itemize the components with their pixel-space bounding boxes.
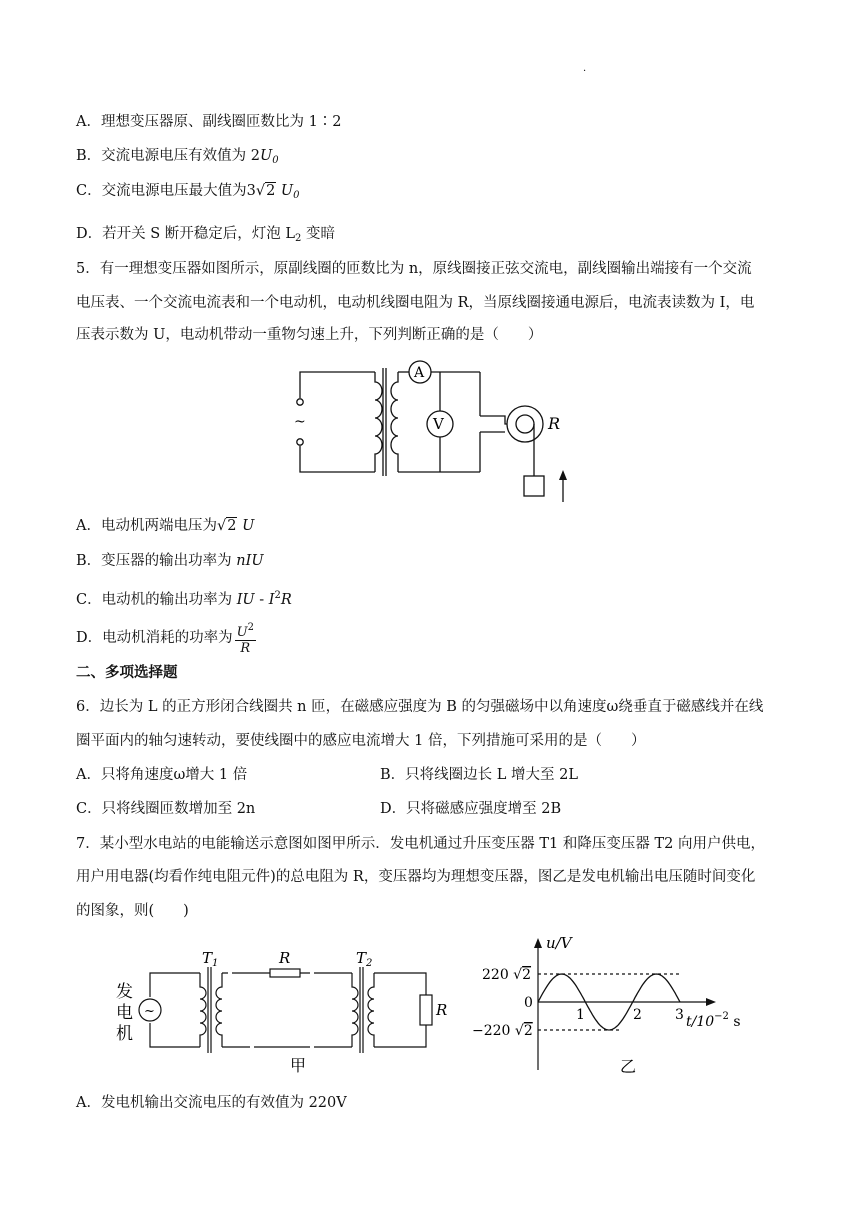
q7-x-tick-1: 1	[576, 1007, 585, 1023]
q5-option-a-var: U	[242, 518, 255, 534]
q7-figure-yi	[470, 930, 760, 1080]
q4-option-c-sqrt: √2	[255, 183, 276, 199]
q6-option-c[interactable]: C．只将线圈匝数增加至 2n	[76, 801, 256, 817]
q4-option-a[interactable]	[76, 112, 342, 132]
q5-option-a[interactable]	[76, 516, 254, 536]
q7-figure-jia	[110, 945, 450, 1075]
q7-caption-yi: 乙	[620, 1057, 637, 1076]
q7-y-top-label: 220 √2	[482, 967, 532, 983]
q5-option-b[interactable]	[76, 551, 264, 571]
q6-stem-line2: 圈平面内的轴匀速转动，要使线圈中的感应电流增大 1 倍，下列措施可采用的是（ ）	[76, 733, 646, 749]
q4-option-d-text: D．若开关 S 断开稳定后，灯泡 L	[76, 226, 296, 242]
q4-option-d[interactable]	[76, 224, 335, 249]
q4-option-c-sub: 0	[293, 190, 300, 201]
q7-stem-line2: 用户用电器(均看作纯电阻元件)的总电阻为 R，变压器均为理想变压器，图乙是发电机输出电压随时间变化	[76, 869, 756, 885]
q5-stem-line3: 压表示数为 U，电动机带动一重物匀速上升，下列判断正确的是（ ）	[76, 327, 543, 343]
q5-stem-line2: 电压表、一个交流电流表和一个电动机，电动机线圈电阻为 R，当原线圈接通电源后，电流表读数为 I，电	[76, 295, 755, 311]
q7-caption-jia: 甲	[290, 1056, 307, 1075]
q7-x-axis-label: $t/10^{-2}$ s	[686, 1011, 741, 1030]
q5-option-c-expr3: R	[280, 592, 292, 608]
q5-option-c-minus: -	[254, 592, 269, 608]
q5-option-a-text: A．电动机两端电压为	[76, 518, 217, 534]
q4-option-b-text: B．交流电源电压有效值为 2	[76, 148, 260, 164]
q7-y-bottom-label: −220 √2	[472, 1023, 533, 1039]
q5-option-d-fraction: $\frac{U^2}{R}$	[236, 622, 254, 656]
q7-t2-label: $T_2$	[356, 949, 373, 969]
q7-x-tick-3: 3	[675, 1007, 684, 1023]
q4-option-c-text: C．交流电源电压最大值为	[76, 183, 247, 199]
q4-option-b-sub: 0	[272, 155, 279, 166]
q5-option-c-expr1: IU	[236, 592, 255, 608]
q7-x-tick-2: 2	[633, 1007, 642, 1023]
q5-option-c-expr2: I	[268, 592, 275, 608]
q7-stem-line3: 的图象，则( )	[76, 903, 189, 919]
q4-option-b[interactable]	[76, 146, 279, 171]
q5-option-d[interactable]	[76, 620, 256, 656]
q7-source-symbol: ~	[144, 1004, 155, 1019]
q5-source-symbol: ~	[294, 414, 306, 430]
section-2-heading: 二、多项选择题	[76, 665, 178, 681]
q4-option-c[interactable]	[76, 181, 300, 206]
q5-resistor-label: R	[548, 414, 561, 433]
q7-y-axis-label: u/V	[546, 934, 572, 952]
q5-option-c-text: C．电动机的输出功率为	[76, 592, 237, 608]
q4-option-a-text: A．理想变压器原、副线圈匝数比为 1∶2	[76, 114, 342, 130]
q7-generator-char-3: 机	[116, 1024, 133, 1044]
q5-option-c[interactable]	[76, 586, 292, 610]
q5-transformer-circuit-figure	[290, 356, 580, 506]
q6-option-a[interactable]: A．只将角速度ω增大 1 倍	[76, 767, 248, 783]
q5-option-d-text: D．电动机消耗的功率为	[76, 630, 233, 646]
q7-stem-line1: 7．某小型水电站的电能输送示意图如图甲所示．发电机通过升压变压器 T1 和降压变压器 T2 向用户供电，	[76, 836, 765, 852]
q7-load-resistor-label: R	[436, 1001, 448, 1019]
q7-line-resistor-label: R	[279, 949, 291, 967]
q5-stem-line1: 5．有一理想变压器如图所示，原副线圈的匝数比为 n，原线圈接正弦交流电，副线圈输出端接有一个交流	[76, 261, 752, 277]
q5-option-b-expr: nIU	[236, 553, 264, 569]
q6-stem-line1: 6．边长为 L 的正方形闭合线圈共 n 匝，在磁感应强度为 B 的匀强磁场中以角速度ω绕垂直于磁感线并在线	[76, 699, 764, 715]
q5-voltmeter-label: V	[433, 415, 444, 433]
q6-option-b[interactable]: B．只将线圈边长 L 增大至 2L	[380, 767, 578, 783]
q7-generator-char-1: 发	[116, 982, 133, 1002]
q7-option-a[interactable]: A．发电机输出交流电压的有效值为 220V	[76, 1095, 347, 1111]
header-dot: ·	[583, 66, 587, 77]
q4-option-c-var: U	[280, 183, 294, 199]
q7-generator-char-2: 电	[116, 1003, 133, 1023]
q5-ammeter-label: A	[414, 365, 425, 381]
q5-option-b-text: B．变压器的输出功率为	[76, 553, 237, 569]
q7-t1-label: $T_1$	[202, 949, 219, 969]
q5-option-c-sup: 2	[274, 590, 281, 601]
q6-option-d[interactable]: D．只将磁感应强度增至 2B	[380, 801, 562, 817]
q4-option-d-tail: 变暗	[301, 226, 335, 242]
q5-option-a-sqrt: √2	[216, 518, 237, 534]
q4-option-d-sub: 2	[295, 233, 302, 244]
q4-option-c-coef: 3	[246, 183, 256, 199]
q7-y-zero-label: 0	[524, 995, 533, 1011]
q4-option-b-var: U	[260, 148, 273, 164]
